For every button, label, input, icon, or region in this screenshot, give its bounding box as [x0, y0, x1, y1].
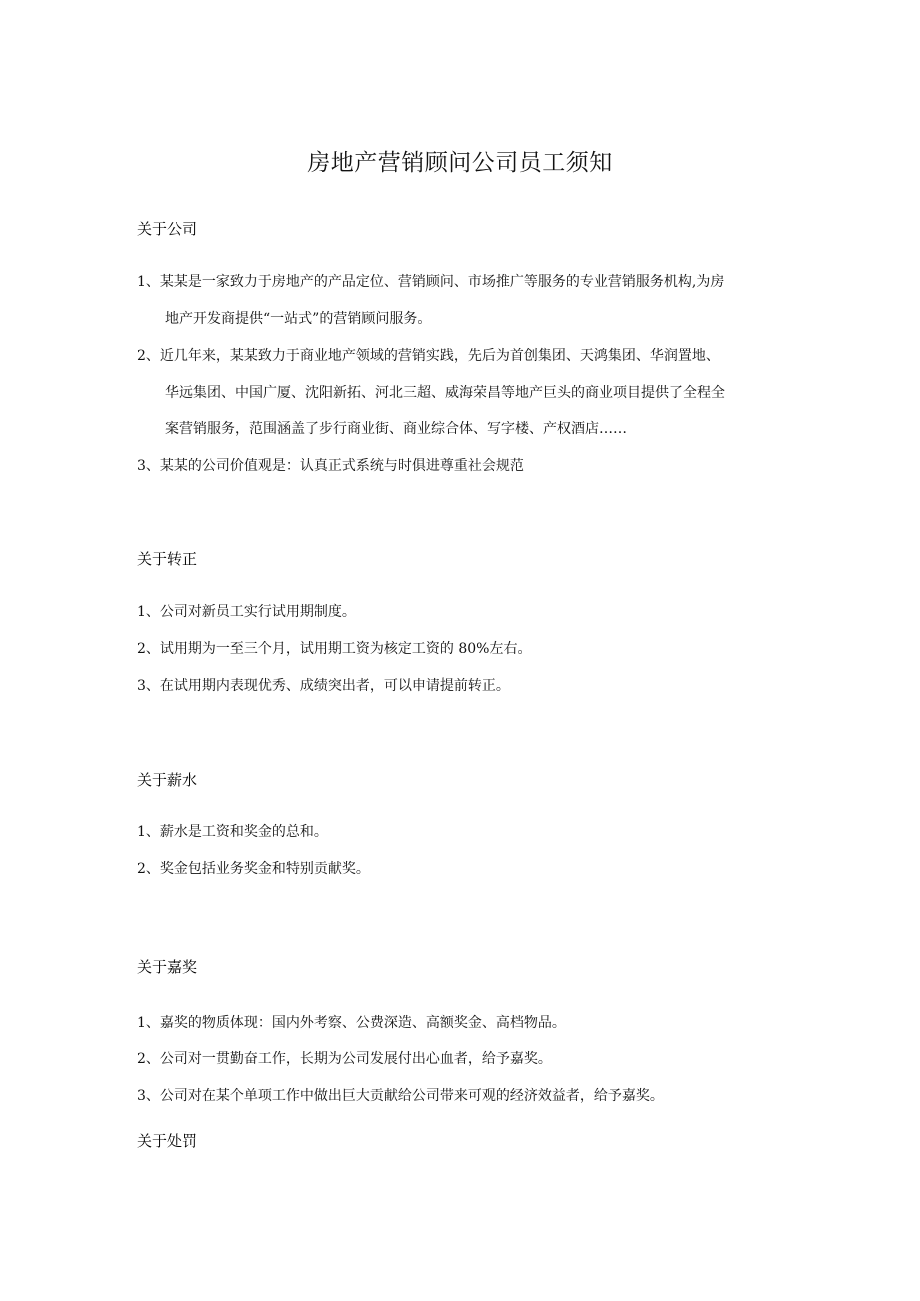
item-text: 公司对在某个单项工作中做出巨大贡献给公司带来可观的经济效益者，给予嘉奖。 [159, 1088, 664, 1104]
page-title: 房地产营销顾问公司员工须知 [307, 150, 613, 176]
list-item [137, 1086, 797, 1106]
list-item [137, 639, 797, 659]
section-heading-company: 关于公司 [137, 220, 198, 238]
list-item [137, 456, 797, 476]
item-text: 薪水是工资和奖金的总和。 [159, 824, 328, 840]
item-text: 某某是一家致力于房地产的产品定位、营销顾问、市场推广等服务的专业营销服务机构,为房 [159, 274, 725, 290]
item-number: 2、 [137, 348, 160, 364]
item-number: 2、 [137, 641, 160, 657]
item-text: 近几年来，某某致力于商业地产领域的营销实践，先后为首创集团、天鸿集团、华润置地、 [159, 348, 720, 364]
item-number: 2、 [137, 861, 160, 877]
item-text: 在试用期内表现优秀、成绩突出者，可以申请提前转正。 [159, 678, 510, 694]
item-number: 1、 [137, 604, 160, 620]
section-heading-probation: 关于转正 [137, 550, 198, 568]
list-item [137, 676, 797, 696]
item-number: 1、 [137, 824, 160, 840]
item-number: 1、 [137, 1015, 160, 1031]
list-item [137, 1049, 797, 1069]
item-text-continued: 地产开发商提供“一站式”的营销顾问服务。 [165, 311, 432, 327]
item-number: 3、 [137, 678, 160, 694]
list-item [137, 1013, 797, 1033]
section-heading-penalties: 关于处罚 [137, 1132, 198, 1150]
list-item [137, 272, 797, 292]
item-number: 1、 [137, 274, 160, 290]
item-text: 公司对一贯勤奋工作，长期为公司发展付出心血者，给予嘉奖。 [159, 1051, 552, 1067]
item-text: 奖金包括业务奖金和特别贡献奖。 [159, 861, 370, 877]
item-text: 某某的公司价值观是：认真正式系统与时俱进尊重社会规范 [159, 458, 524, 474]
item-number: 3、 [137, 1088, 160, 1104]
item-text: 试用期为一至三个月，试用期工资为核定工资的 80%左右。 [159, 641, 532, 657]
item-text-continued: 案营销服务，范围涵盖了步行商业街、商业综合体、写字楼、产权酒店…… [165, 421, 627, 437]
item-number: 2、 [137, 1051, 160, 1067]
item-text: 公司对新员工实行试用期制度。 [159, 604, 356, 620]
item-text: 嘉奖的物质体现：国内外考察、公费深造、高额奖金、高档物品。 [159, 1015, 566, 1031]
list-item [137, 602, 797, 622]
list-item [137, 859, 797, 879]
item-number: 3、 [137, 458, 160, 474]
section-heading-salary: 关于薪水 [137, 771, 198, 789]
section-heading-rewards: 关于嘉奖 [137, 958, 198, 976]
list-item [137, 346, 797, 366]
list-item [137, 822, 797, 842]
item-text-continued: 华远集团、中国广厦、沈阳新拓、河北三超、威海荣昌等地产巨头的商业项目提供了全程全 [165, 385, 725, 401]
